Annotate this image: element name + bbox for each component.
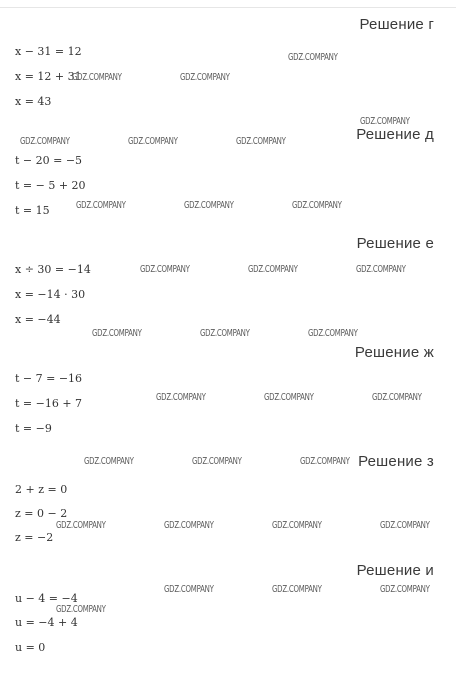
watermark-text: GDZ.COMPANY <box>200 328 250 339</box>
watermark-text: GDZ.COMPANY <box>288 52 338 63</box>
equation-line: u = 0 <box>15 641 46 654</box>
watermark-text: GDZ.COMPANY <box>128 136 178 147</box>
equation-line: x = −14 · 30 <box>15 288 86 301</box>
watermark-text: GDZ.COMPANY <box>164 520 214 531</box>
watermark-text: GDZ.COMPANY <box>84 456 134 467</box>
section-heading-e: Решение е <box>356 235 434 252</box>
watermark-text: GDZ.COMPANY <box>192 456 242 467</box>
watermark-text: GDZ.COMPANY <box>156 392 206 403</box>
equation-line: t = − 5 + 20 <box>15 179 86 192</box>
equation-line: z = −2 <box>15 531 54 544</box>
section-heading-z: Решение з <box>358 453 434 470</box>
equation-line: t − 20 = −5 <box>15 154 83 167</box>
watermark-text: GDZ.COMPANY <box>180 72 230 83</box>
equation-line: u − 4 = −4 <box>15 592 78 605</box>
equation-line: x − 31 = 12 <box>15 45 82 58</box>
section-heading-zh: Решение ж <box>354 344 434 361</box>
equation-line: x = 43 <box>15 95 52 108</box>
watermark-text: GDZ.COMPANY <box>56 604 106 615</box>
watermark-text: GDZ.COMPANY <box>140 264 190 275</box>
equation-line: x ÷ 30 = −14 <box>15 263 91 276</box>
section-heading-d: Решение д <box>356 126 434 143</box>
watermark-text: GDZ.COMPANY <box>360 116 410 127</box>
watermark-text: GDZ.COMPANY <box>184 200 234 211</box>
watermark-text: GDZ.COMPANY <box>164 584 214 595</box>
watermark-text: GDZ.COMPANY <box>264 392 314 403</box>
equation-line: z = 0 − 2 <box>15 507 68 520</box>
watermark-text: GDZ.COMPANY <box>236 136 286 147</box>
watermark-text: GDZ.COMPANY <box>72 72 122 83</box>
watermark-text: GDZ.COMPANY <box>356 264 406 275</box>
equation-line: t = −9 <box>15 422 52 435</box>
section-heading-i: Решение и <box>356 562 434 579</box>
watermark-text: GDZ.COMPANY <box>92 328 142 339</box>
watermark-text: GDZ.COMPANY <box>272 520 322 531</box>
equation-line: u = −4 + 4 <box>15 616 78 629</box>
watermark-text: GDZ.COMPANY <box>380 520 430 531</box>
watermark-text: GDZ.COMPANY <box>272 584 322 595</box>
watermark-text: GDZ.COMPANY <box>292 200 342 211</box>
equation-line: t = −16 + 7 <box>15 397 83 410</box>
equation-line: x = −44 <box>15 313 61 326</box>
equation-line: 2 + z = 0 <box>15 483 68 496</box>
watermark-text: GDZ.COMPANY <box>56 520 106 531</box>
watermark-text: GDZ.COMPANY <box>308 328 358 339</box>
watermark-text: GDZ.COMPANY <box>248 264 298 275</box>
equation-line: x = 12 + 31 <box>15 70 82 83</box>
watermark-text: GDZ.COMPANY <box>300 456 350 467</box>
section-heading-g: Решение г <box>359 16 434 33</box>
watermark-text: GDZ.COMPANY <box>372 392 422 403</box>
top-divider <box>0 0 456 8</box>
watermark-text: GDZ.COMPANY <box>380 584 430 595</box>
watermark-text: GDZ.COMPANY <box>20 136 70 147</box>
equation-line: t − 7 = −16 <box>15 372 83 385</box>
watermark-text: GDZ.COMPANY <box>76 200 126 211</box>
equation-line: t = 15 <box>15 204 50 217</box>
